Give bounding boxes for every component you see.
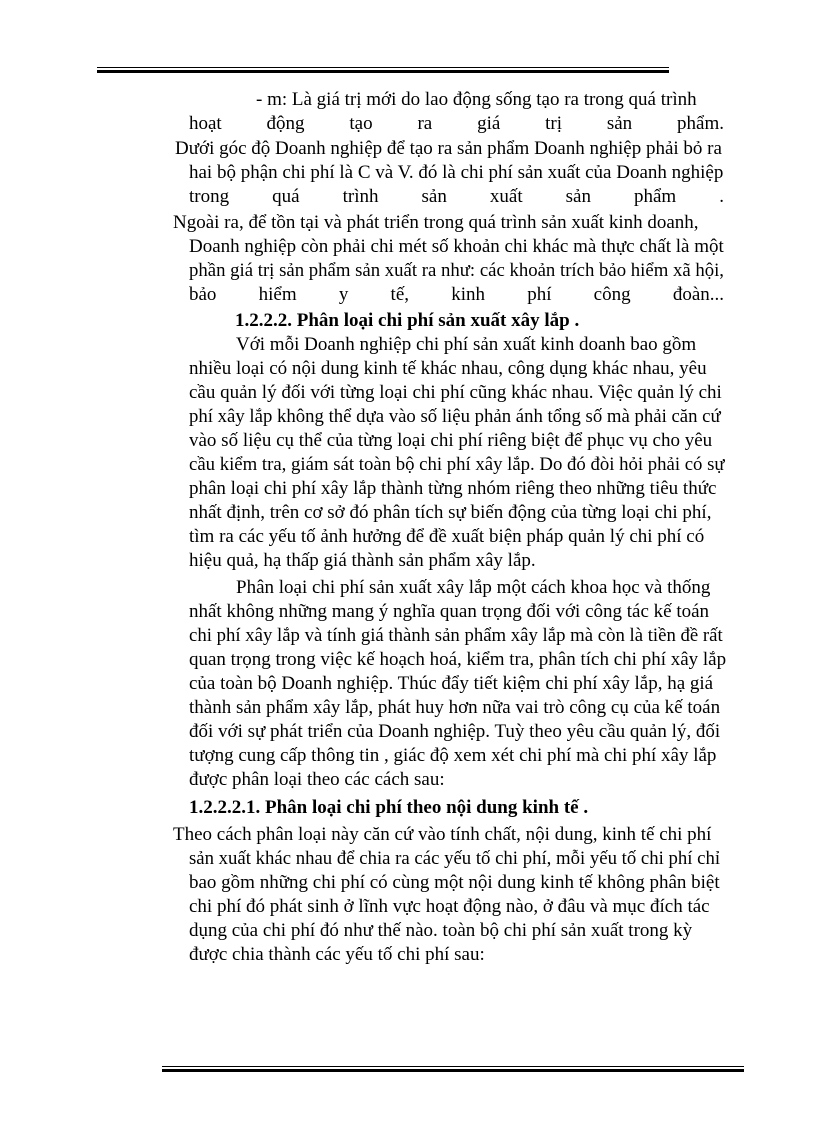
text-line: - m: Là giá trị mới do lao động sống tạo ra trong quá trình (256, 89, 697, 110)
text-line: được phân loại theo các cách sau: (189, 769, 445, 790)
footer-rule (162, 1066, 744, 1072)
text-line: đối với sự phát triển của Doanh nghiệp. Tuỳ theo yêu cầu quản lý, đối (189, 721, 721, 742)
text-line: Với mỗi Doanh nghiệp chi phí sản xuất kinh doanh bao gồm (236, 334, 697, 355)
text-line: tìm ra các yếu tố ảnh hưởng để đề xuất biện pháp quản lý chi phí có (189, 526, 705, 547)
header-rule (97, 67, 669, 73)
text-line: nhiều loại có nội dung kinh tế khác nhau, công dụng khác nhau, yêu (189, 358, 707, 379)
text-line: cầu quản lý đối với từng loại chi phí cũng khác nhau. Việc quản lý chi (189, 382, 722, 403)
text-line: thành sản phẩm xây lắp, phát huy hơn nữa vai trò công cụ của kế toán (189, 697, 721, 718)
text-line: hai bộ phận chi phí là C và V. đó là chi phí sản xuất của Doanh nghiệp (189, 162, 724, 183)
text-line: Phân loại chi phí sản xuất xây lắp một cách khoa học và thống (236, 577, 711, 598)
text-line: phân loại chi phí xây lắp thành từng nhóm riêng theo những tiêu thức (189, 478, 717, 499)
text-line: Theo cách phân loại này căn cứ vào tính chất, nội dung, kinh tế chi phí (173, 824, 712, 845)
text-line: hiệu quả, hạ thấp giá thành sản phẩm xây lắp. (189, 550, 536, 571)
text-line: chi phí xây lắp và tính giá thành sản phẩm xây lắp mà còn là tiền đề rất (189, 625, 723, 646)
text-line: cầu kiểm tra, giám sát toàn bộ chi phí xây lắp. Do đó đòi hỏi phải có sự (189, 454, 725, 475)
text-line: tượng cung cấp thông tin , giác độ xem xét chi phí mà chi phí xây lắp (189, 745, 717, 766)
text-line: Dưới góc độ Doanh nghiệp để tạo ra sản phẩm Doanh nghiệp phải bỏ ra (175, 138, 722, 159)
text-line: nhất không những mang ý nghĩa quan trọng đối với công tác kế toán (189, 601, 710, 622)
text-line: phí xây lắp không thể dựa vào số liệu phản ánh tổng số mà phải căn cứ (189, 406, 721, 427)
text-line: Doanh nghiệp còn phải chi mét số khoản chi khác mà thực chất là một (189, 236, 724, 257)
text-line: quan trọng trong việc kế hoạch hoá, kiểm tra, phân tích chi phí xây lắp (189, 649, 727, 670)
text-line: dụng của chi phí đó như thế nào. toàn bộ chi phí sản xuất trong kỳ (189, 920, 693, 941)
text-line: bao gồm những chi phí có cùng một nội dung kinh tế không phân biệt (189, 872, 720, 893)
text-line: trong quá trình sản xuất sản phẩm . (189, 186, 724, 207)
text-line: nhất định, trên cơ sở đó phân tích sự biến động của từng loại chi phí, (189, 502, 712, 523)
text-line: hoạt động tạo ra giá trị sản phẩm. (189, 113, 724, 134)
text-line: sản xuất khác nhau để chia ra các yếu tố chi phí, mỗi yếu tố chi phí chỉ (189, 848, 721, 869)
text-line: của toàn bộ Doanh nghiệp. Thúc đẩy tiết kiệm chi phí xây lắp, hạ giá (189, 673, 714, 694)
section-heading: 1.2.2.2. Phân loại chi phí sản xuất xây lắp . (235, 310, 580, 331)
text-line: vào số liệu cụ thể của từng loại chi phí riêng biệt để phục vụ cho yêu (189, 430, 713, 451)
text-line: bảo hiểm y tế, kinh phí công đoàn... (189, 284, 724, 305)
text-line: được chia thành các yếu tố chi phí sau: (189, 944, 485, 965)
subsection-heading: 1.2.2.2.1. Phân loại chi phí theo nội dung kinh tế . (189, 797, 589, 818)
text-line: phần giá trị sản phẩm sản xuất ra như: các khoản trích bảo hiểm xã hội, (189, 260, 724, 281)
text-line: chi phí đó phát sinh ở lĩnh vực hoạt động nào, ở đâu và mục đích tác (189, 896, 710, 917)
text-line: Ngoài ra, để tồn tại và phát triển trong quá trình sản xuất kinh doanh, (173, 212, 699, 233)
